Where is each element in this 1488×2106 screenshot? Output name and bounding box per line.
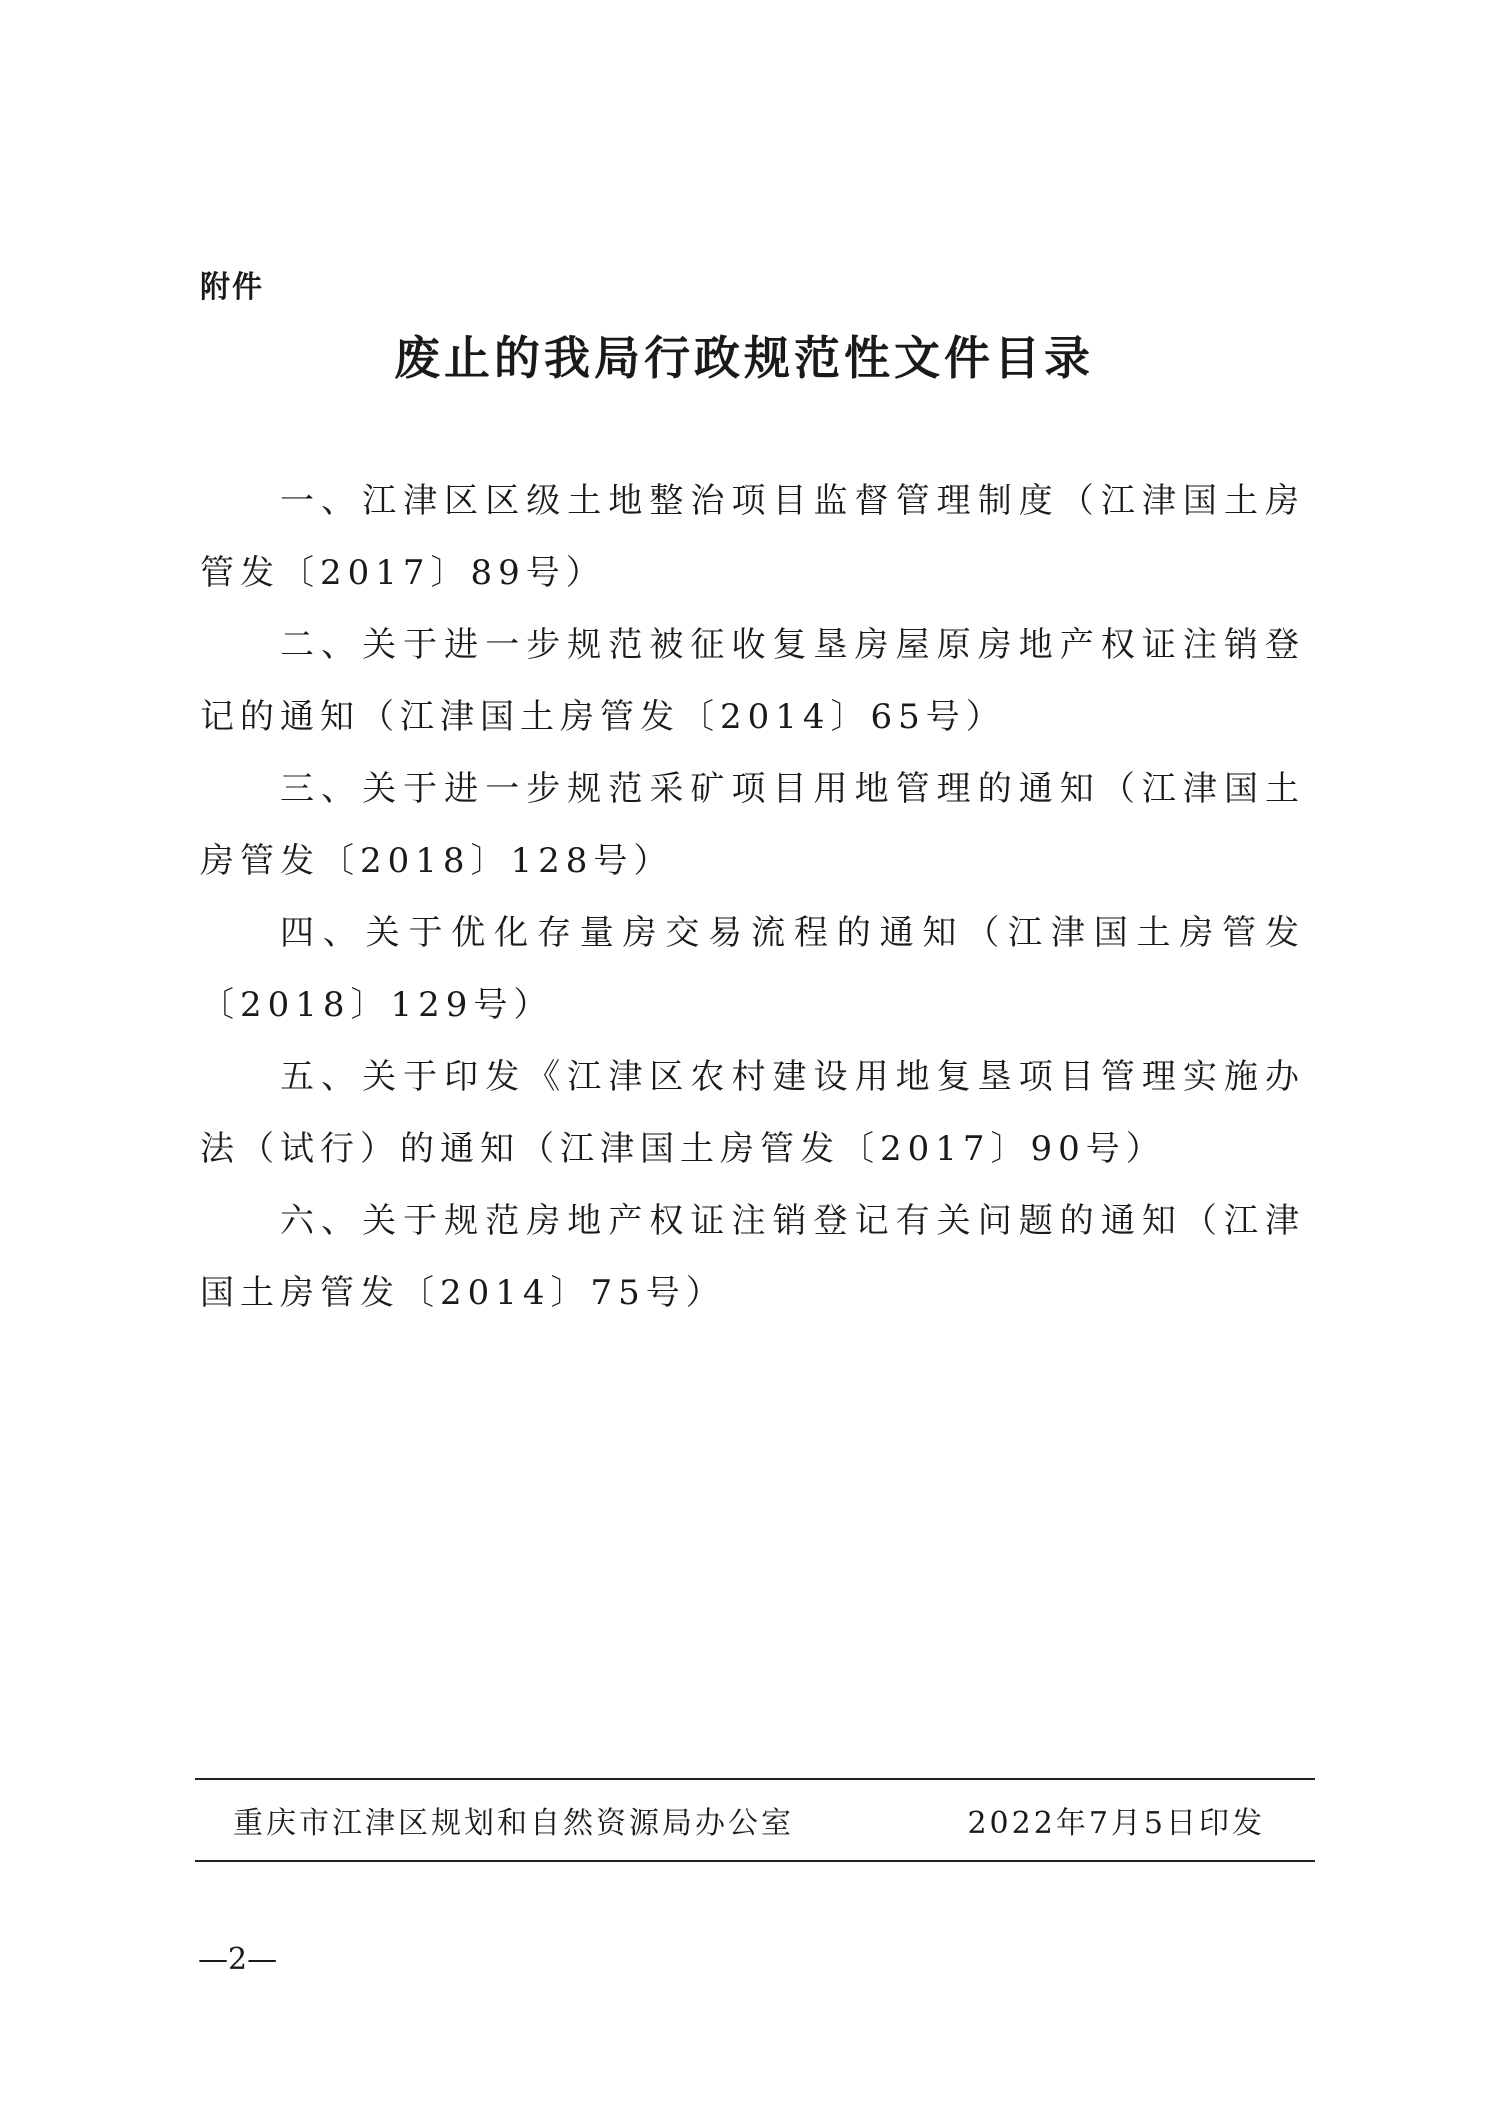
page-number: —2— — [198, 1942, 278, 1977]
list-item: 一、江津区区级土地整治项目监督管理制度（江津国土房管发〔2017〕89号） — [200, 481, 1305, 593]
repealed-documents-list — [200, 465, 1305, 1329]
list-item: 五、关于印发《江津区农村建设用地复垦项目管理实施办法（试行）的通知（江津国土房管发〔2017〕90号） — [200, 1057, 1305, 1169]
document-footer — [195, 1778, 1315, 1862]
list-item: 六、关于规范房地产权证注销登记有关问题的通知（江津国土房管发〔2014〕75号） — [200, 1201, 1305, 1313]
list-item: 四、关于优化存量房交易流程的通知（江津国土房管发〔2018〕129号） — [200, 913, 1305, 1025]
list-item: 三、关于进一步规范采矿项目用地管理的通知（江津国土房管发〔2018〕128号） — [200, 769, 1305, 881]
attachment-label: 附件 — [200, 270, 264, 305]
document-title: 废止的我局行政规范性文件目录 — [394, 331, 1094, 385]
list-item: 二、关于进一步规范被征收复垦房屋原房地产权证注销登记的通知（江津国土房管发〔2014〕65号） — [200, 625, 1305, 737]
print-date: 2022年7月5日印发 — [967, 1806, 1265, 1841]
issuing-office: 重庆市江津区规划和自然资源局办公室 — [233, 1806, 794, 1841]
